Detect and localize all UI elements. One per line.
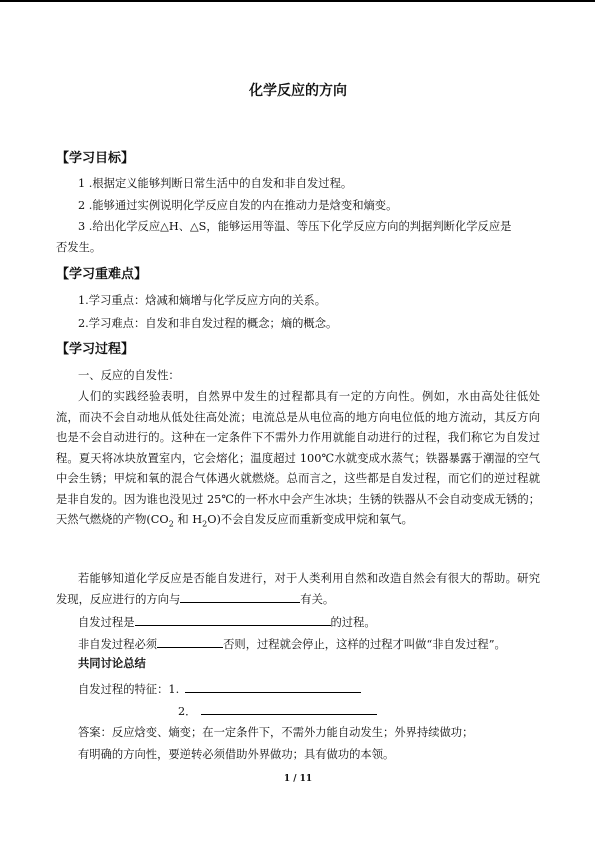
keypoint-item-2: 2.学习难点：自发和非自发过程的概念；熵的概念。: [78, 317, 338, 330]
page-title: 化学反应的方向: [249, 83, 347, 99]
section-heading-keypoints: 【学习重难点】: [56, 267, 148, 282]
goal-item-3-cont: 否发生。: [56, 241, 102, 254]
top-rule: [0, 0, 595, 2]
section-heading-goals: 【学习目标】: [56, 151, 135, 166]
page-number: 1 / 11: [283, 774, 313, 784]
answer-line-1: 答案：反应焓变、熵变；在一定条件下，不需外力能自动发生；外界持续做功；: [78, 726, 474, 739]
features-line-1: 自发过程的特征：1.: [78, 680, 361, 698]
goal-item-2: 2 .能够通过实例说明化学反应自发的内在推动力是焓变和熵变。: [78, 199, 398, 212]
answer-line-2: 有明确的方向性，要逆转必须借助外界做功；具有做功的本领。: [78, 748, 395, 761]
spontaneity-paragraph: 人们的实践经验表明，自然界中发生的过程都具有一定的方向性。例如，水由高处往低处流，而决不会自动地从低处往高处流；电流总是从电位高的地方向电位低的地方流动，其反方向也是不会自动进行的。这种在一定条件下不需外力作用就能自动进行的过程，我们称它为自发过程。夏天将冰块放置室内，它会熔化；温度超过 100℃水就变成水蒸气；铁器暴露于潮湿的空气中会生锈；甲烷和氧的混合气体遇火就燃烧。总而言之，这些都是自发过程，而它们的逆过程就是非自发的。因为谁也没见过 25℃的一杯水中会产生冰块；生锈的铁器从不会自动变成无锈的；天然气燃烧的产物($CO_2$ 和 $H_2O$)不会自发反应而重新变成甲烷和氧气。: [56, 390, 540, 529]
direction-paragraph: 若能够知道化学反应是否能自发进行，对于人类利用自然和改造自然会有很大的帮助。研究发现，反应进行的方向与 有关。: [56, 572, 540, 606]
blank-direction[interactable]: [180, 590, 300, 603]
section-heading-process: 【学习过程】: [56, 342, 135, 357]
features-line-2: 2．: [178, 702, 377, 720]
process-heading-1: 一、反应的自发性：: [78, 369, 180, 382]
keypoint-item-1: 1.学习重点：焓减和熵增与化学反应方向的关系。: [78, 294, 327, 307]
blank-feature-2[interactable]: [201, 702, 377, 715]
blank-feature-1[interactable]: [185, 680, 361, 693]
spontaneous-definition-line: 自发过程是 的过程。: [78, 613, 376, 631]
blank-nonspontaneous[interactable]: [157, 635, 223, 648]
goal-item-1: 1 .根据定义能够判断日常生活中的自发和非自发过程。: [78, 177, 353, 190]
goal-item-3: 3 .给出化学反应△H、△S，能够运用等温、等压下化学反应方向的判据判断化学反应是: [78, 220, 512, 233]
blank-spontaneous-definition[interactable]: [135, 613, 331, 626]
discussion-subheading: 共同讨论总结: [78, 657, 146, 670]
nonspontaneous-line: 非自发过程必须 否则，过程就会停止，这样的过程才叫做“非自发过程”。: [78, 635, 506, 653]
